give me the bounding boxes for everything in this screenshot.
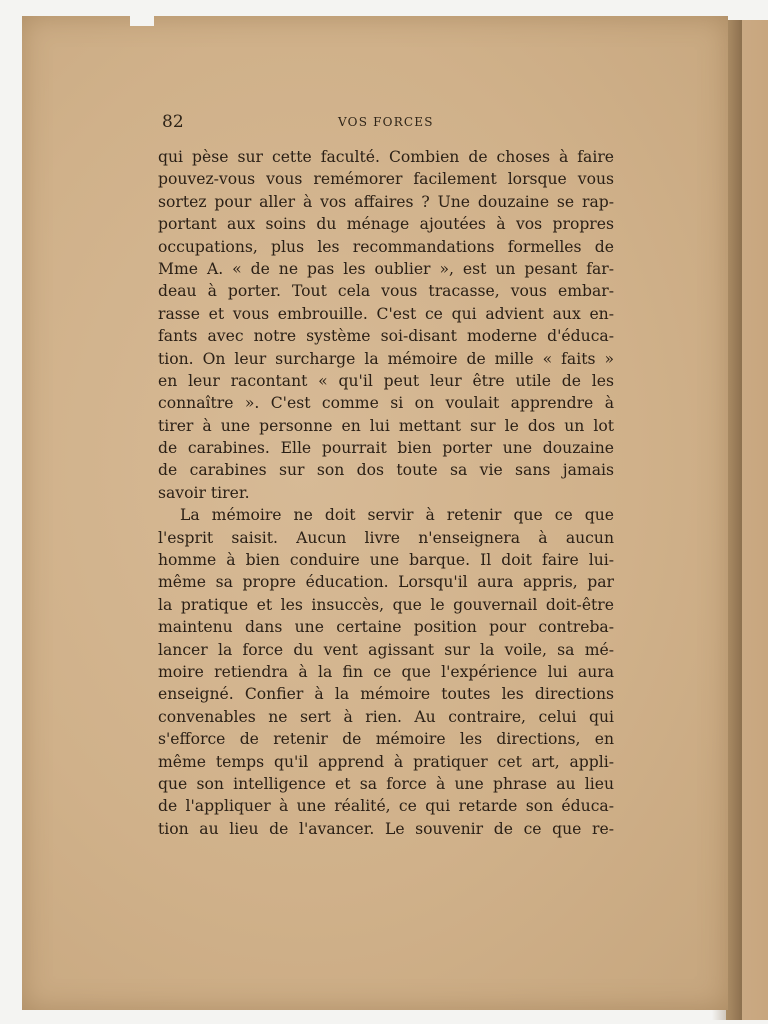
- text-line: sortez pour aller à vos affaires ? Une douzaine se rap-: [158, 192, 614, 211]
- text-line: même temps qu'il apprend à pratiquer cet art, appli-: [158, 752, 614, 771]
- text-line: savoir tirer.: [158, 483, 250, 502]
- text-line: tirer à une personne en lui mettant sur le dos un lot: [158, 416, 614, 435]
- text-line: qui pèse sur cette faculté. Combien de choses à faire: [158, 148, 614, 166]
- text-line: que son intelligence et sa force à une phrase au lieu: [158, 774, 614, 793]
- page-number: 82: [162, 112, 184, 132]
- text-line: la pratique et les insuccès, que le gouvernail doit-être: [158, 595, 614, 614]
- text-line: La mémoire ne doit servir à retenir que ce que: [180, 506, 614, 525]
- text-line: s'efforce de retenir de mémoire les directions, en: [158, 730, 614, 749]
- text-line: connaître ». C'est comme si on voulait apprendre à: [158, 394, 614, 413]
- text-line: enseigné. Confier à la mémoire toutes les directions: [158, 685, 614, 704]
- paragraph-2: [158, 504, 614, 840]
- text-line: de carabines sur son dos toute sa vie sans jamais: [158, 461, 614, 480]
- page-body: [158, 146, 614, 840]
- paragraph-1: [158, 146, 614, 504]
- torn-notch: [130, 16, 154, 26]
- text-line: rasse et vous embrouille. C'est ce qui advient aux en-: [158, 304, 614, 323]
- page-header: [162, 112, 612, 136]
- text-line: homme à bien conduire une barque. Il doit faire lui-: [158, 551, 614, 570]
- text-line: moire retiendra à la fin ce que l'expérience lui aura: [158, 662, 614, 681]
- text-line: tion. On leur surcharge la mémoire de mille « faits »: [158, 349, 614, 368]
- text-line: convenables ne sert à rien. Au contraire, celui qui: [158, 707, 614, 726]
- text-line: maintenu dans une certaine position pour contreba-: [158, 618, 614, 637]
- text-line: pouvez-vous vous remémorer facilement lorsque vous: [158, 170, 614, 189]
- text-line: de carabines. Elle pourrait bien porter une douzaine: [158, 439, 614, 458]
- text-line: de l'appliquer à une réalité, ce qui retarde son éduca-: [158, 797, 614, 816]
- text-line: l'esprit saisit. Aucun livre n'enseignera à aucun: [158, 528, 614, 547]
- text-line: tion au lieu de l'avancer. Le souvenir de ce que re-: [158, 819, 614, 838]
- text-line: Mme A. « de ne pas les oublier », est un pesant far-: [158, 259, 614, 278]
- text-line: portant aux soins du ménage ajoutées à vos propres: [158, 215, 614, 234]
- text-line: même sa propre éducation. Lorsqu'il aura appris, par: [158, 573, 614, 592]
- text-line: deau à porter. Tout cela vous tracasse, vous embar-: [158, 282, 614, 301]
- text-line: en leur racontant « qu'il peut leur être utile de les: [158, 371, 614, 390]
- text-line: fants avec notre système soi-disant moderne d'éduca-: [158, 327, 614, 346]
- running-head: VOS FORCES: [338, 115, 434, 129]
- text-line: occupations, plus les recommandations formelles de: [158, 237, 614, 256]
- text-line: lancer la force du vent agissant sur la voile, sa mé-: [158, 640, 614, 659]
